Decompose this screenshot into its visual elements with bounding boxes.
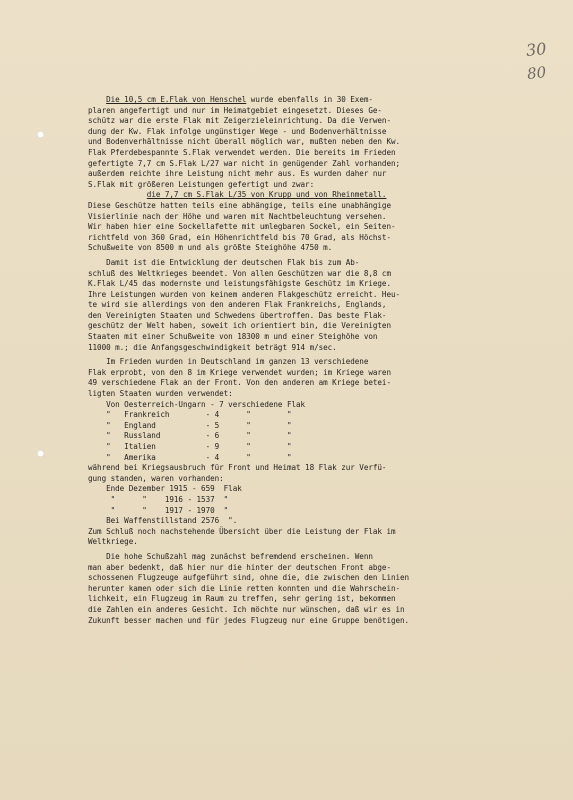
text-segment: den Vereinigten Staaten und Schwedens übertroffen. Das beste Flak-: [88, 310, 387, 320]
text-line: [88, 474, 548, 485]
text-line: [88, 343, 548, 354]
typed-text-body: [88, 95, 548, 626]
text-segment: Wir haben hier eine Sockellafette mit umlegbaren Sockel, ein Seiten-: [88, 222, 396, 232]
text-segment: herunter kamen oder sich die Linie retten konnten und die Wahrschein-: [88, 583, 401, 593]
text-segment: [88, 190, 147, 199]
text-line: [88, 201, 548, 212]
text-line: [88, 243, 548, 254]
text-segment: Schußweite von 8500 m und als größte Steighöhe 4750 m.: [88, 243, 333, 253]
text-line: [88, 212, 548, 223]
text-line: [88, 605, 548, 616]
text-line: [88, 159, 548, 170]
text-line: [88, 389, 548, 400]
text-line: [88, 506, 548, 517]
text-line: [88, 421, 548, 432]
text-line: [88, 233, 548, 244]
text-segment: schossenen Flugzeuge aufgeführt sind, ohne die, die zwischen den Linien: [88, 573, 410, 583]
text-line: [88, 180, 548, 191]
text-line: [88, 527, 548, 538]
text-segment: " " 1916 - 1537 ": [88, 494, 229, 504]
text-segment: richtfeld von 360 Grad, ein Höhenrichtfeld bis 70 Grad, als Höchst-: [88, 232, 391, 242]
text-line: [88, 573, 548, 584]
punch-hole: [37, 131, 44, 138]
underlined-heading: die 7,7 cm S.Flak L/35 von Krupp und von Rheinmetall.: [146, 190, 387, 200]
text-line: [88, 400, 548, 411]
text-segment: plaren angefertigt und nur im Heimatgebiet eingesetzt. Dieses Ge-: [88, 105, 382, 115]
text-line: [88, 357, 548, 368]
text-segment: gung standen, waren vorhanden:: [88, 473, 224, 483]
text-segment: Weltkriege.: [88, 537, 138, 547]
text-line: [88, 516, 548, 527]
text-segment: dung der Kw. Flak infolge ungünstiger Wege - und Bodenverhältnisse: [88, 126, 387, 136]
text-segment: wurde ebenfalls in 30 Exem-: [246, 95, 373, 104]
text-segment: Flak Pferdebespannte S.Flak verwendet werden. Die bereits im Frieden: [88, 147, 396, 157]
text-segment: 11000 m.; die Anfangsgeschwindigkeit beträgt 914 m/sec.: [88, 342, 337, 352]
text-line: [88, 106, 548, 117]
text-segment: Zum Schluß noch nachstehende Übersicht über die Leistung der Flak im: [88, 526, 396, 536]
text-line: [88, 190, 548, 201]
text-segment: schluß des Weltkrieges beendet. Von allen Geschützen war die 8,8 cm: [88, 268, 391, 278]
text-segment: die Zahlen ein anderes Gesicht. Ich möchte nur wünschen, daß wir es in: [88, 604, 405, 614]
text-line: [88, 127, 548, 138]
text-segment: [88, 95, 106, 104]
text-line: [88, 269, 548, 280]
text-segment: außerdem reichte ihre Leistung nicht mehr aus. Es wurden daher nur: [88, 169, 387, 179]
text-line: [88, 537, 548, 548]
underlined-heading: Die 10,5 cm E.Flak von Henschel: [106, 95, 247, 104]
text-segment: Flak erprobt, von den 8 im Kriege verwendet wurden; im Kriege waren: [88, 367, 391, 377]
text-segment: 49 verschiedene Flak an der Front. Von den anderen am Kriege betei-: [88, 378, 391, 388]
text-segment: Damit ist die Entwicklung der deutschen Flak bis zum Ab-: [88, 257, 360, 267]
text-segment: ligten Staaten wurden verwendet:: [88, 389, 233, 399]
page-number-mark: 30: [525, 38, 548, 61]
text-segment: gefertigte 7,7 cm S.Flak L/27 war nicht in genügender Zahl vorhanden;: [88, 158, 401, 168]
text-line: [88, 258, 548, 269]
text-line: [88, 616, 548, 627]
text-segment: Die hohe Schußzahl mag zunächst befremdend erscheinen. Wenn: [88, 551, 373, 561]
text-segment: Diese Geschütze hatten teils eine abhängige, teils eine unabhängige: [88, 200, 391, 210]
text-segment: Staaten mit einer Schußweite von 18300 m und einer Steighöhe von: [88, 332, 378, 342]
text-line: [88, 368, 548, 379]
punch-hole: [37, 450, 44, 457]
text-line: [88, 332, 548, 343]
text-segment: " Frankreich - 4 " ": [88, 410, 292, 420]
text-line: [88, 311, 548, 322]
text-segment: S.Flak mit größeren Leistungen gefertigt und zwar:: [88, 179, 315, 189]
text-segment: Von Oesterreich-Ungarn - 7 verschiedene Flak: [88, 399, 306, 409]
text-segment: Visierlinie nach der Höhe und waren mit Nachtbeleuchtung versehen.: [88, 211, 387, 221]
text-line: [88, 453, 548, 464]
text-line: [88, 321, 548, 332]
text-segment: te wird sie allerdings von den anderen Flak Frankreichs, Englands,: [88, 300, 387, 310]
text-line: [88, 169, 548, 180]
page-number-mark-struck: 80: [526, 63, 547, 83]
text-line: [88, 222, 548, 233]
text-line: [88, 137, 548, 148]
text-segment: Zukunft besser machen und für jedes Flugzeug nur eine Gruppe benötigen.: [88, 615, 410, 625]
text-line: [88, 116, 548, 127]
text-segment: " Amerika - 4 " ": [88, 452, 292, 462]
text-segment: lichkeit, ein Flugzeug im Raum zu treffen, sehr gering ist, bekommen: [88, 594, 396, 604]
text-line: [88, 442, 548, 453]
text-line: [88, 495, 548, 506]
text-line: [88, 95, 548, 106]
text-segment: Bei Waffenstillstand 2576 ".: [88, 516, 238, 526]
text-line: [88, 563, 548, 574]
text-line: [88, 378, 548, 389]
text-segment: man aber bedenkt, daß hier nur die hinter der deutschen Front abge-: [88, 562, 391, 572]
text-segment: " Italien - 9 " ": [88, 442, 292, 451]
text-line: [88, 148, 548, 159]
text-line: [88, 410, 548, 421]
text-line: [88, 431, 548, 442]
text-segment: während bei Kriegsausbruch für Front und Heimat 18 Flak zur Verfü-: [88, 463, 387, 473]
text-line: [88, 484, 548, 495]
text-segment: " " 1917 - 1970 ": [88, 505, 229, 515]
text-segment: Ihre Leistungen wurden von keinem anderen Flakgeschütz erreicht. Heu-: [88, 289, 401, 299]
text-segment: " England - 5 " ": [88, 420, 292, 430]
text-segment: Im Frieden wurden in Deutschland im ganzen 13 verschiedene: [88, 357, 369, 367]
text-segment: K.Flak L/45 das modernste und leistungsfähigste Geschütz im Kriege.: [88, 279, 391, 289]
text-segment: und Bodenverhältnisse nicht überall möglich war, mußten neben den Kw.: [88, 137, 401, 147]
text-segment: Ende Dezember 1915 - 659 Flak: [88, 484, 242, 494]
text-line: [88, 279, 548, 290]
text-segment: geschütz der Welt haben, soweit ich orientiert bin, die Vereinigten: [88, 321, 391, 331]
text-line: [88, 552, 548, 563]
text-line: [88, 594, 548, 605]
text-line: [88, 584, 548, 595]
text-line: [88, 290, 548, 301]
text-line: [88, 463, 548, 474]
text-segment: " Russland - 6 " ": [88, 431, 292, 441]
text-line: [88, 300, 548, 311]
text-segment: schütz war die erste Flak mit Zeigerzieleinrichtung. Da die Verwen-: [88, 116, 391, 126]
